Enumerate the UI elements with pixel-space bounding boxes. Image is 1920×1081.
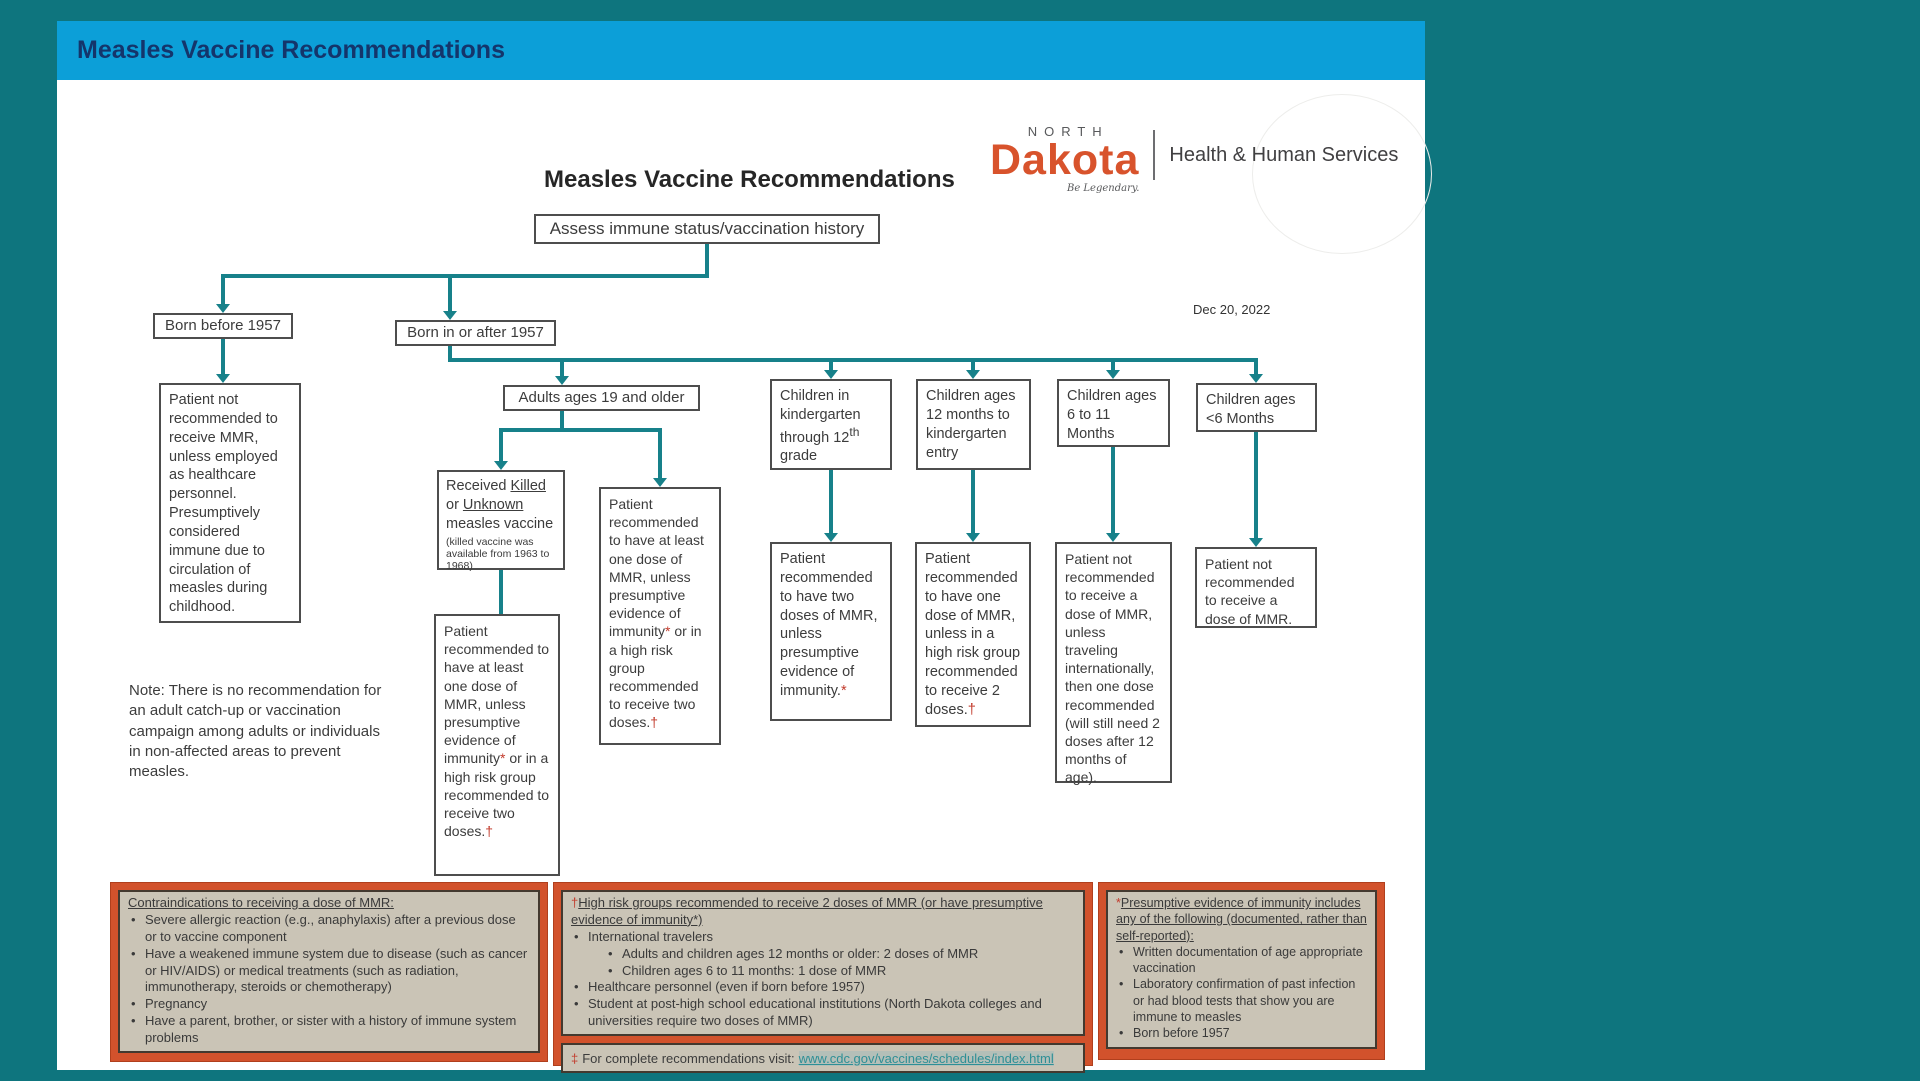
connector — [1254, 358, 1258, 375]
bullet-item: • Have a parent, brother, or sister with a history of immune system problems — [128, 1013, 530, 1047]
presumptive-evidence-content — [1106, 890, 1377, 1049]
high-risk-box — [553, 882, 1093, 1066]
connector — [658, 428, 662, 479]
cdc-link[interactable]: www.cdc.gov/vaccines/schedules/index.html — [798, 1050, 1054, 1066]
asterisk-footnote-mark: * — [500, 750, 506, 767]
connector — [705, 244, 709, 277]
connector — [971, 470, 975, 534]
connector-arrow — [443, 311, 457, 320]
node-outcome-k12: Patient recommended to have two doses of MMR, unless presumptive evidence of immunity.* — [770, 542, 892, 721]
document-page — [57, 80, 1425, 1070]
high-risk-heading: High risk groups recommended to receive 2 doses of MMR (or have presumptive evidence of immunity*) — [571, 895, 1043, 927]
node-adults-outcome-right: Patient recommended to have at least one dose of MMR, unless presumptive evidence of immunity* or in a high risk group recommended to receive two doses.† — [599, 487, 721, 745]
connector-arrow — [966, 370, 980, 379]
bullet-item: • Severe allergic reaction (e.g., anaphylaxis) after a previous dose or to vaccine component — [128, 912, 530, 946]
connector — [221, 274, 709, 278]
bullet-item: • Student at post-high school educational institutions (North Dakota colleges and universities require two doses of MMR) — [571, 996, 1075, 1030]
received-unknown-underline: Unknown — [462, 496, 524, 513]
connector-arrow — [216, 374, 230, 383]
asterisk-footnote-mark: * — [665, 623, 671, 640]
node-adults-outcome-left: Patient recommended to have at least one dose of MMR, unless presumptive evidence of immunity* or in a high risk group recommended to receive two doses.† — [434, 614, 560, 876]
presumptive-evidence-box — [1098, 882, 1385, 1060]
connector — [829, 470, 833, 534]
connector-arrow — [494, 461, 508, 470]
dagger-footnote-mark: † — [967, 701, 976, 718]
connector — [499, 428, 662, 432]
connector-arrow — [1249, 538, 1263, 547]
asterisk-footnote-mark: * — [1116, 896, 1121, 910]
app-title: Measles Vaccine Recommendations — [77, 36, 505, 64]
received-text: measles vaccine — [446, 515, 554, 532]
adult-campaign-note: Note: There is no recommendation for an adult catch-up or vaccination campaign among adults or individuals in non-affected areas to prevent measles. — [129, 682, 382, 780]
bullet-item: • Healthcare personnel (even if born before 1957) — [571, 979, 1075, 996]
connector — [221, 339, 225, 375]
double-dagger-footnote-mark: ‡ — [571, 1050, 579, 1066]
dagger-footnote-mark: † — [650, 714, 659, 731]
connector — [221, 274, 225, 305]
connector — [1254, 432, 1258, 539]
connector-arrow — [216, 304, 230, 313]
bullet-item: • Have a weakened immune system due to disease (such as cancer or HIV/AIDS) or medical treatments (such as radiation, immunotherapy, steroids or chemotherapy) — [128, 946, 530, 997]
app-titlebar — [57, 21, 1425, 80]
logo-dakota-text: Dakota — [990, 136, 1140, 184]
contraindications-content — [118, 890, 540, 1053]
superscript-th: th — [849, 424, 860, 439]
node-outcome-under-6mo: Patient not recommended to receive a dose of MMR. — [1195, 547, 1317, 628]
node-born-before-1957: Born before 1957 — [153, 313, 293, 339]
connector — [448, 274, 452, 312]
bullet-item: • Children ages 6 to 11 months: 1 dose of MMR — [605, 963, 1075, 980]
connector — [499, 570, 503, 616]
connector-arrow — [653, 478, 667, 487]
bullet-item: • Laboratory confirmation of past infection or had blood tests that show you are immune to measles — [1116, 976, 1367, 1025]
cdc-link-label: For complete recommendations visit: — [582, 1050, 795, 1066]
received-killed-underline: Killed — [510, 478, 546, 494]
connector — [448, 358, 1258, 362]
node-children-k12: Children in kindergarten through 12th grade — [770, 379, 892, 470]
connector-arrow — [1106, 370, 1120, 379]
logo-tagline: Be Legendary. — [1066, 183, 1140, 194]
connector-arrow — [1249, 374, 1263, 383]
nd-logo — [990, 124, 1398, 194]
contraindications-heading: Contraindications to receiving a dose of MMR: — [128, 895, 394, 910]
bullet-item: • Adults and children ages 12 months or older: 2 doses of MMR — [605, 946, 1075, 963]
node-born-in-or-after-1957: Born in or after 1957 — [395, 320, 556, 346]
asterisk-footnote-mark: * — [840, 682, 847, 699]
connector-arrow — [1106, 533, 1120, 542]
nd-logo-wordmark — [990, 124, 1139, 194]
connector-arrow — [824, 533, 838, 542]
bullet-item: • Written documentation of age appropriate vaccination — [1116, 944, 1367, 977]
bullet-item: • Born before 1957 — [1116, 1025, 1367, 1041]
cdc-link-bar — [561, 1043, 1085, 1073]
high-risk-content — [561, 890, 1085, 1036]
bullet-item: • International travelers — [571, 929, 1075, 946]
logo-department: Health & Human Services — [1169, 143, 1399, 166]
node-outcome-6-11mo: Patient not recommended to receive a dose of MMR, unless traveling internationally, then one dose recommended (will still need 2 doses after 12 months of age). — [1055, 542, 1172, 783]
received-text: Received — [446, 478, 511, 494]
connector-arrow — [966, 533, 980, 542]
connector-arrow — [555, 376, 569, 385]
logo-north-text: NORTH — [1027, 124, 1109, 139]
dagger-footnote-mark: † — [571, 895, 579, 910]
node-received-killed-unknown — [437, 470, 565, 573]
logo-divider — [1153, 130, 1155, 180]
presumptive-heading: Presumptive evidence of immunity includes any of the following (documented, rather than self-reported): — [1116, 896, 1367, 943]
node-children-under-6mo: Children ages <6 Months — [1196, 383, 1317, 432]
node-adults-19-and-older: Adults ages 19 and older — [503, 385, 700, 411]
node-children-6-11mo: Children ages 6 to 11 Months — [1057, 379, 1170, 447]
node-outcome-12mo-kentry: Patient recommended to have one dose of MMR, unless in a high risk group recommended to receive 2 doses.† — [915, 542, 1031, 727]
bullet-item: • Pregnancy — [128, 996, 530, 1013]
dagger-footnote-mark: † — [485, 823, 494, 840]
connector — [499, 428, 503, 462]
connector — [560, 358, 564, 377]
connector — [1111, 447, 1115, 534]
node-assess-immune-status: Assess immune status/vaccination history — [534, 214, 880, 244]
node-children-12mo-kentry: Children ages 12 months to kindergarten entry — [916, 379, 1031, 470]
contraindications-box — [110, 882, 548, 1062]
connector-arrow — [824, 370, 838, 379]
node-born-before-outcome: Patient not recommended to receive MMR, unless employed as healthcare personnel. Presumptively considered immune due to circulation of measles during childhood. — [159, 383, 301, 623]
received-text: or — [446, 496, 463, 513]
page-title: Measles Vaccine Recommendations — [544, 166, 955, 193]
revision-date: Dec 20, 2022 — [1193, 302, 1271, 317]
received-killed-note: (killed vaccine was available from 1963 to 1968) — [446, 535, 550, 573]
